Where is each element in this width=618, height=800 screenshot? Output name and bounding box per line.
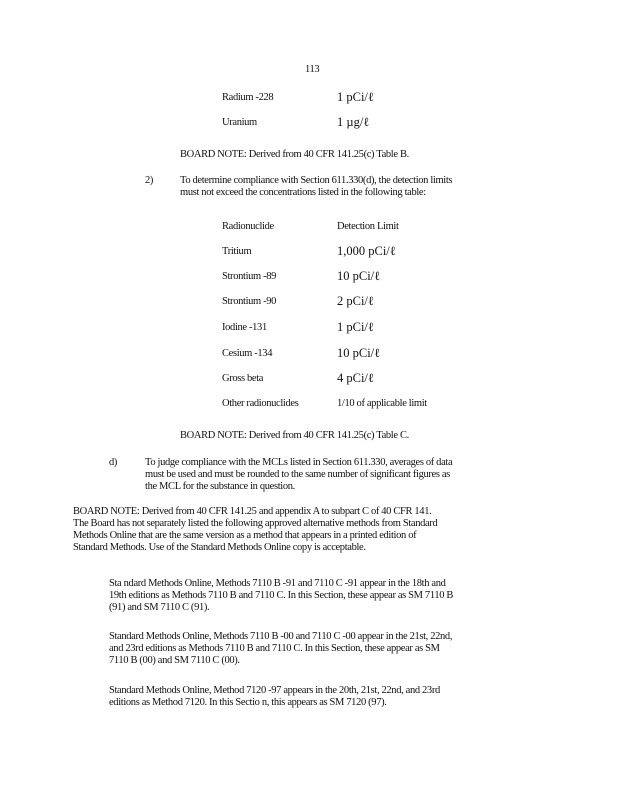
method-paragraph xyxy=(109,578,453,614)
table1-name: Radium -228 xyxy=(222,92,274,103)
item-2-text xyxy=(180,175,452,199)
table2-header-detection-limit: Detection Limit xyxy=(337,221,399,232)
board-note-table-c: BOARD NOTE: Derived from 40 CFR 141.25(c) Table C. xyxy=(180,430,409,441)
table1-value: 1 µg/ℓ xyxy=(337,115,370,129)
table2-row-name: Cesium -134 xyxy=(222,348,273,359)
method-line: Standard Methods Online, Methods 7110 B -00 and 7110 C -00 appear in the 21st, 22nd, xyxy=(109,631,453,642)
item-d-line: must be used and must be rounded to the same number of significant figures as xyxy=(145,469,450,480)
table2-row-name: Strontium -89 xyxy=(222,271,277,282)
table2-row-value: 1/10 of applicable limit xyxy=(337,398,427,409)
table2-row-name: Tritium xyxy=(222,246,252,257)
method-line: and 23rd editions as Methods 7110 B and 7110 C. In this Section, these appear as SM xyxy=(109,643,440,654)
page-number: 113 xyxy=(305,64,320,75)
table2-row-name: Other radionuclides xyxy=(222,398,299,409)
table2-row-value: 10 pCi/ℓ xyxy=(337,269,381,283)
board-note-line: Standard Methods. Use of the Standard Methods Online copy is acceptable. xyxy=(73,542,366,553)
method-line: editions as Method 7120. In this Sectio n, this appears as SM 7120 (97). xyxy=(109,697,387,708)
method-paragraph xyxy=(109,631,452,667)
table2-row-value: 2 pCi/ℓ xyxy=(337,294,374,308)
item-d-line: the MCL for the substance in question. xyxy=(145,481,295,492)
table2-row-name: Iodine -131 xyxy=(222,322,267,333)
item-d-text xyxy=(145,457,452,493)
table2-row-value: 4 pCi/ℓ xyxy=(337,371,374,385)
method-line: 7110 B (00) and SM 7110 C (00). xyxy=(109,655,240,666)
item-2-line: must not exceed the concentrations listed in the following table: xyxy=(180,187,426,198)
method-line: 19th editions as Methods 7110 B and 7110 C. In this Section, these appear as SM 7110 B xyxy=(109,590,454,601)
table2-row-value: 1,000 pCi/ℓ xyxy=(337,244,396,258)
board-note-line: The Board has not separately listed the following approved alternative methods from Standard xyxy=(73,518,438,529)
method-line: Sta ndard Methods Online, Methods 7110 B -91 and 7110 C -91 appear in the 18th and xyxy=(109,578,446,589)
table2-header-radionuclide: Radionuclide xyxy=(222,221,274,232)
table1-value: 1 pCi/ℓ xyxy=(337,90,374,104)
table1-name: Uranium xyxy=(222,117,257,128)
item-2-number: 2) xyxy=(145,175,154,186)
board-note-line: BOARD NOTE: Derived from 40 CFR 141.25 and appendix A to subpart C of 40 CFR 141. xyxy=(73,506,432,517)
item-d-letter: d) xyxy=(109,457,118,468)
table2-row-name: Strontium -90 xyxy=(222,296,277,307)
table2-row-value: 1 pCi/ℓ xyxy=(337,320,374,334)
table2-row-name: Gross beta xyxy=(222,373,264,384)
item-d-line: To judge compliance with the MCLs listed in Section 611.330, averages of data xyxy=(145,457,453,468)
method-line: (91) and SM 7110 C (91). xyxy=(109,602,210,613)
board-note-line: Methods Online that are the same version as a method that appears in a printed edition of xyxy=(73,530,417,541)
board-note-main xyxy=(73,506,437,554)
item-2-line: To determine compliance with Section 611.330(d), the detection limits xyxy=(180,175,453,186)
method-paragraph xyxy=(109,685,440,709)
board-note-table-b: BOARD NOTE: Derived from 40 CFR 141.25(c) Table B. xyxy=(180,149,409,160)
table2-row-value: 10 pCi/ℓ xyxy=(337,346,381,360)
method-line: Standard Methods Online, Method 7120 -97 appears in the 20th, 21st, 22nd, and 23rd xyxy=(109,685,440,696)
